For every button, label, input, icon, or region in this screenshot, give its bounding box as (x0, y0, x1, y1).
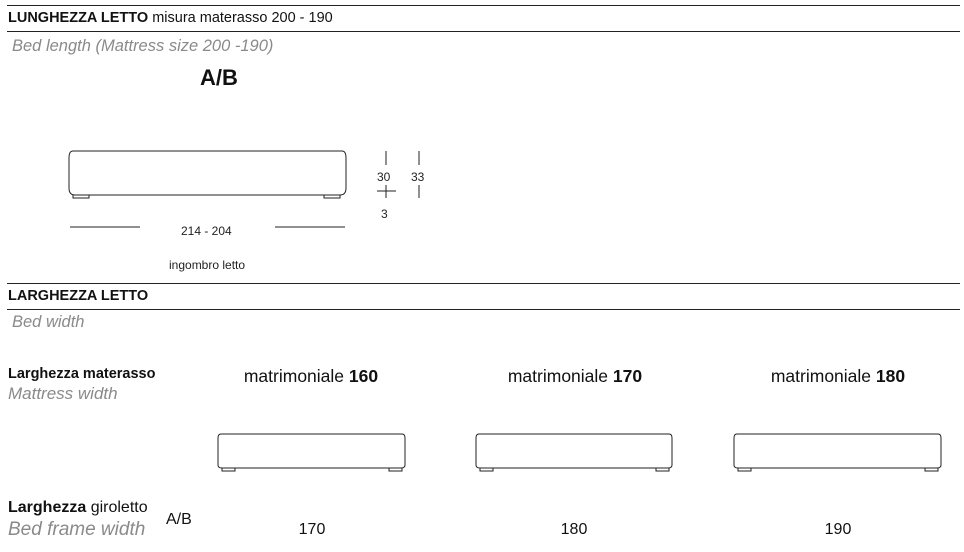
width-subtitle: Bed width (12, 313, 85, 331)
column-name: matrimoniale (507, 366, 609, 386)
frame-width-value-3: 190 (824, 521, 852, 538)
foot-height-value: 3 (381, 207, 388, 221)
mattress-width-label: Larghezza materasso (8, 366, 156, 382)
frame-width-value-1: 170 (298, 521, 326, 538)
frame-model-label: A/B (166, 511, 192, 528)
bed-front-180 (734, 434, 941, 471)
height-value-right: 33 (411, 170, 425, 184)
frame-width-value-2: 180 (560, 521, 588, 538)
height-value-left: 30 (377, 170, 391, 184)
bed-front-160 (218, 434, 405, 471)
column-name: matrimoniale (770, 366, 872, 386)
frame-width-sublabel: Bed frame width (8, 519, 146, 540)
column-size: 160 (348, 366, 379, 386)
bed-front-170 (476, 434, 672, 471)
width-section-title: LARGHEZZA LETTO (8, 288, 149, 304)
frame-width-label (8, 499, 148, 517)
length-title-bold: LUNGHEZZA LETTO (8, 10, 149, 26)
length-value: 214 - 204 (181, 224, 232, 238)
frame-width-label-bold: Larghezza (8, 499, 87, 516)
frame-width-label-rest: giroletto (86, 499, 148, 516)
length-title-rest: misura materasso 200 - 190 (148, 10, 333, 26)
mattress-width-sublabel: Mattress width (8, 384, 118, 403)
length-subtitle: Bed length (Mattress size 200 -190) (12, 37, 274, 55)
column-name: matrimoniale (243, 366, 345, 386)
column-size: 180 (875, 366, 906, 386)
model-label: A/B (200, 65, 238, 90)
footprint-label: ingombro letto (169, 258, 246, 272)
column-size: 170 (612, 366, 643, 386)
